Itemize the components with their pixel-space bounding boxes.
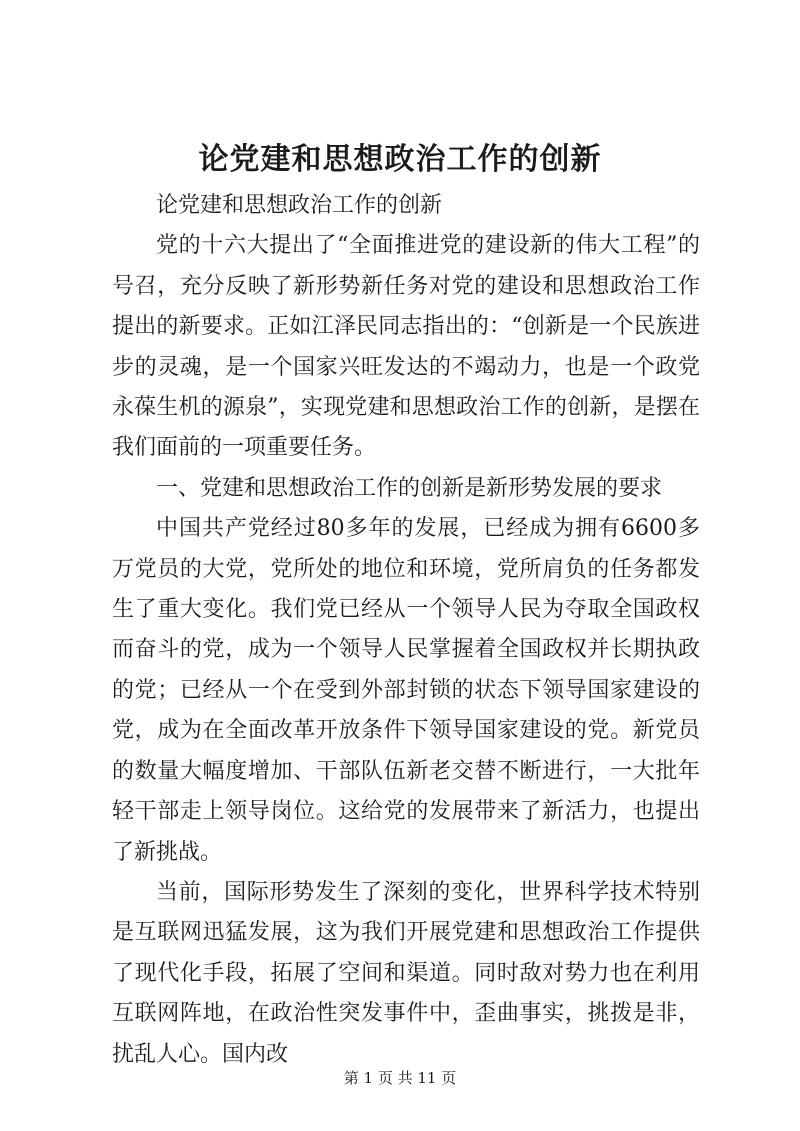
document-title: 论党建和思想政治工作的创新 <box>198 142 602 177</box>
paragraph-subtitle: 论党建和思想政治工作的创新 <box>156 193 443 218</box>
section-heading-1: 一、党建和思想政治工作的创新是新形势发展的要求 <box>156 475 663 501</box>
page-footer: 第 1 页 共 11 页 <box>343 1069 457 1087</box>
paragraph-party-development: 中国共产党经过80多年的发展，已经成为拥有6600多万党员的大党，党所处的地位和环境，党所肩负的任务都发生了重大变化。我们党已经从一个领导人民为夺取全国政权而奋斗的党，成为一个领导人民掌握着全国政权并长期执政的党；已经从一个在受到外部封锁的状态下领导国家建设的党，成为在全面改革开放条件下领导国家建设的党。新党员的数量大幅度增加、干部队伍新老交替不断进行，一大批年轻干部走上领导岗位。这给党的发展带来了新活力，也提出了新挑战。 <box>112 516 700 865</box>
document-body <box>112 186 700 1075</box>
paragraph-current-situation: 当前，国际形势发生了深刻的变化，世界科学技术特别是互联网迅猛发展，这为我们开展党建和思想政治工作提供了现代化手段，拓展了空间和渠道。同时敌对势力也在利用互联网阵地，在政治性突发事件中，歪曲事实，挑拨是非，扰乱人心。国内改 <box>112 879 700 1067</box>
paragraph-intro: 党的十六大提出了“全面推进党的建设新的伟大工程”的号召，充分反映了新形势新任务对党的建设和思想政治工作提出的新要求。正如江泽民同志指出的：“创新是一个民族进步的灵魂，是一个国家兴旺发达的不竭动力，也是一个政党永葆生机的源泉”，实现党建和思想政治工作的创新，是摆在我们面前的一项重要任务。 <box>112 233 700 461</box>
